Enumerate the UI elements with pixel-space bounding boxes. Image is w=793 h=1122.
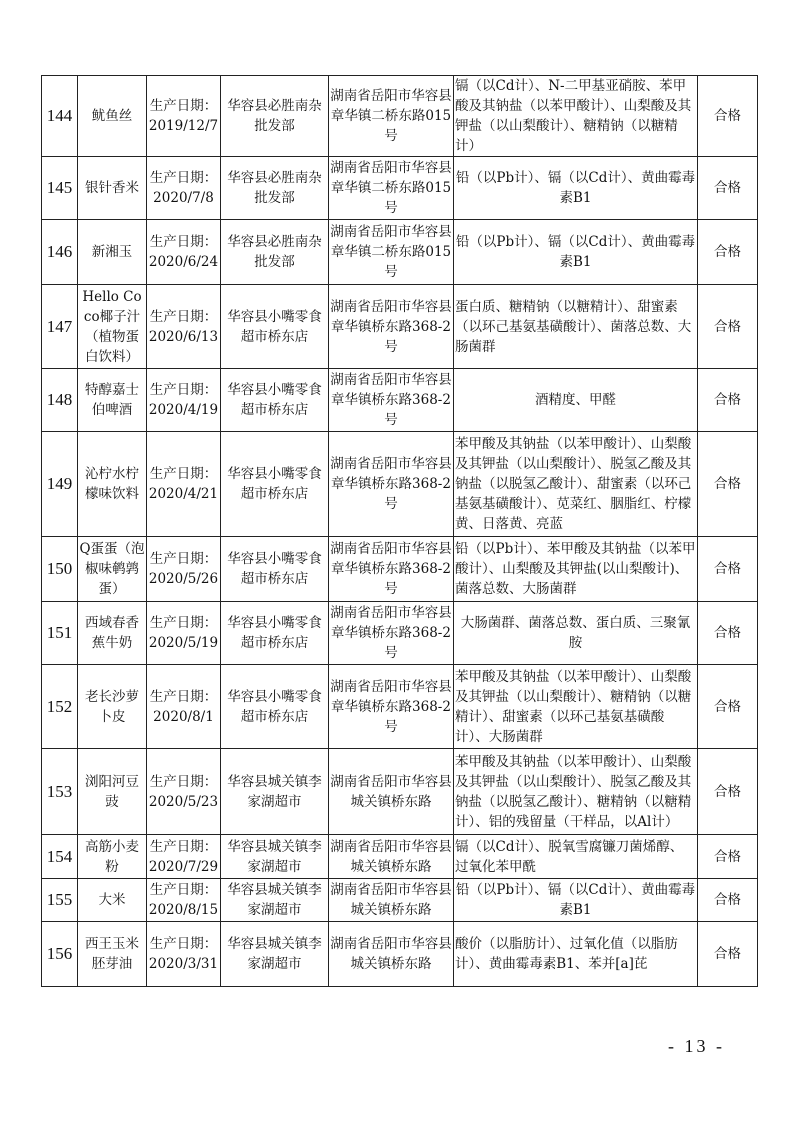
- items: 苯甲酸及其钠盐（以苯甲酸计）、山梨酸及其钾盐（以山梨酸计）、糖精钠（以糖精计）、甜蜜素（以环己基氨基磺酸计）、大肠菌群: [455, 668, 692, 745]
- result: 合格: [714, 625, 741, 641]
- cell-seller: [221, 665, 329, 749]
- no: 149: [46, 474, 73, 493]
- date: 2020/6/13: [148, 328, 219, 345]
- name: Hello Coco椰子汁（植物蛋白饮料）: [82, 288, 142, 365]
- cell-test-items: [454, 432, 698, 537]
- date_label: 生产日期：: [149, 551, 218, 567]
- cell-test-items: [454, 835, 698, 879]
- seller: 华容县城关镇李家湖超市: [227, 936, 322, 972]
- cell-address: [329, 922, 454, 987]
- cell-production-date: [147, 665, 221, 749]
- address: 湖南省岳阳市华容县城关镇桥东路: [330, 882, 452, 918]
- no: 150: [46, 559, 73, 578]
- cell-production-date: [147, 76, 221, 157]
- address: 湖南省岳阳市华容县章华镇二桥东路015号: [330, 88, 452, 144]
- cell-seller: [221, 879, 329, 922]
- cell-product-name: [78, 220, 147, 285]
- result: 合格: [714, 848, 741, 865]
- cell-product-name: [78, 602, 147, 665]
- address: 湖南省岳阳市华容县章华镇桥东路368-2号: [330, 605, 452, 661]
- seller: 华容县小嘴零食超市桥东店: [227, 308, 322, 345]
- cell-product-name: [78, 76, 147, 157]
- seller: 华容县城关镇李家湖超市: [227, 882, 322, 918]
- cell-result: [698, 922, 758, 987]
- cell-number: [42, 749, 78, 835]
- date: 2020/5/19: [148, 635, 219, 651]
- result: 合格: [714, 244, 741, 260]
- address: 湖南省岳阳市华容县章华镇桥东路368-2号: [330, 678, 452, 735]
- items: 蛋白质、糖精钠（以糖精计）、甜蜜素（以环己基氨基磺酸计）、菌落总数、大肠菌群: [455, 298, 692, 355]
- table-row: [42, 220, 758, 285]
- cell-production-date: [147, 220, 221, 285]
- cell-address: [329, 432, 454, 537]
- cell-result: [698, 220, 758, 285]
- cell-number: [42, 537, 78, 602]
- cell-product-name: [78, 749, 147, 835]
- name: 特醇嘉士伯啤酒: [85, 382, 139, 418]
- cell-seller: [221, 157, 329, 220]
- cell-product-name: [78, 369, 147, 432]
- seller: 华容县城关镇李家湖超市: [227, 838, 322, 875]
- cell-result: [698, 537, 758, 602]
- address: 湖南省岳阳市华容县章华镇二桥东路015号: [330, 160, 452, 216]
- seller: 华容县小嘴零食超市桥东店: [227, 615, 322, 651]
- date: 2020/7/29: [148, 858, 219, 875]
- cell-seller: [221, 922, 329, 987]
- cell-number: [42, 220, 78, 285]
- no: 144: [46, 106, 73, 125]
- table-row: [42, 879, 758, 922]
- cell-production-date: [147, 835, 221, 879]
- cell-address: [329, 537, 454, 602]
- address: 湖南省岳阳市华容县章华镇桥东路368-2号: [330, 456, 452, 512]
- table-row: [42, 922, 758, 987]
- cell-test-items: [454, 76, 698, 157]
- date: 2020/8/15: [148, 902, 219, 918]
- no: 146: [46, 242, 73, 261]
- cell-number: [42, 602, 78, 665]
- cell-address: [329, 835, 454, 879]
- seller: 华容县小嘴零食超市桥东店: [227, 382, 322, 418]
- seller: 华容县必胜南杂批发部: [227, 234, 322, 270]
- cell-production-date: [147, 369, 221, 432]
- cell-number: [42, 285, 78, 369]
- no: 152: [46, 696, 73, 716]
- cell-production-date: [147, 749, 221, 835]
- address: 湖南省岳阳市华容县章华镇桥东路368-2号: [330, 372, 452, 428]
- cell-number: [42, 157, 78, 220]
- date_label: 生产日期：: [149, 170, 218, 186]
- cell-address: [329, 665, 454, 749]
- cell-seller: [221, 835, 329, 879]
- items: 铅（以Pb计）、镉（以Cd计）、黄曲霉毒素B1: [455, 882, 696, 918]
- date_label: 生产日期：: [149, 98, 218, 114]
- cell-address: [329, 220, 454, 285]
- table-row: [42, 76, 758, 157]
- cell-production-date: [147, 285, 221, 369]
- seller: 华容县必胜南杂批发部: [227, 170, 322, 206]
- cell-address: [329, 602, 454, 665]
- items: 苯甲酸及其钠盐（以苯甲酸计）、山梨酸及其钾盐（以山梨酸计）、脱氢乙酸及其钠盐（以脱氢乙酸计）、糖精钠（以糖精计）、铝的残留量（干样品，以Al计）: [455, 753, 692, 830]
- items: 镉（以Cd计）、脱氧雪腐镰刀菌烯醇、过氧化苯甲酰: [455, 838, 684, 875]
- cell-number: [42, 879, 78, 922]
- date: 2020/5/26: [148, 571, 219, 587]
- cell-test-items: [454, 665, 698, 749]
- cell-result: [698, 157, 758, 220]
- cell-result: [698, 76, 758, 157]
- no: 153: [46, 781, 73, 801]
- date: 2020/4/21: [148, 486, 219, 502]
- address: 湖南省岳阳市华容县章华镇桥东路368-2号: [330, 298, 452, 355]
- cell-result: [698, 369, 758, 432]
- cell-product-name: [78, 537, 147, 602]
- cell-seller: [221, 537, 329, 602]
- date_label: 生产日期：: [149, 688, 218, 705]
- name: 沁柠水柠檬味饮料: [85, 466, 139, 502]
- no: 148: [46, 390, 73, 409]
- cell-result: [698, 432, 758, 537]
- cell-test-items: [454, 537, 698, 602]
- seller: 华容县小嘴零食超市桥东店: [227, 688, 322, 725]
- cell-production-date: [147, 922, 221, 987]
- cell-product-name: [78, 835, 147, 879]
- seller: 华容县城关镇李家湖超市: [227, 773, 322, 810]
- name: 鱿鱼丝: [91, 108, 133, 124]
- cell-production-date: [147, 157, 221, 220]
- no: 155: [46, 890, 73, 909]
- table-row: [42, 369, 758, 432]
- cell-result: [698, 285, 758, 369]
- name: 西王玉米胚芽油: [85, 936, 139, 972]
- table-row: [42, 285, 758, 369]
- result: 合格: [714, 783, 741, 800]
- cell-test-items: [454, 879, 698, 922]
- name: 西域春香蕉牛奶: [85, 615, 139, 651]
- result: 合格: [714, 561, 741, 577]
- items: 苯甲酸及其钠盐（以苯甲酸计）、山梨酸及其钾盐（以山梨酸计）、脱氢乙酸及其钠盐（以脱氢乙酸计）、甜蜜素（以环己基氨基磺酸计）、苋菜红、胭脂红、柠檬黄、日落黄、亮蓝: [455, 436, 692, 532]
- cell-address: [329, 369, 454, 432]
- date_label: 生产日期：: [149, 615, 218, 631]
- cell-product-name: [78, 285, 147, 369]
- result: 合格: [714, 892, 741, 908]
- date_label: 生产日期：: [149, 382, 218, 398]
- result: 合格: [714, 698, 741, 715]
- date_label: 生产日期：: [149, 838, 218, 855]
- cell-production-date: [147, 537, 221, 602]
- items: 大肠菌群、菌落总数、蛋白质、三聚氰胺: [460, 615, 691, 651]
- result: 合格: [714, 392, 741, 408]
- cell-result: [698, 749, 758, 835]
- address: 湖南省岳阳市华容县城关镇桥东路: [330, 773, 452, 810]
- cell-test-items: [454, 922, 698, 987]
- no: 147: [46, 316, 73, 336]
- seller: 华容县必胜南杂批发部: [227, 98, 322, 134]
- cell-test-items: [454, 157, 698, 220]
- cell-product-name: [78, 922, 147, 987]
- cell-number: [42, 835, 78, 879]
- table-row: [42, 665, 758, 749]
- name: 高筋小麦粉: [85, 838, 139, 875]
- date: 2020/6/24: [148, 254, 219, 270]
- cell-production-date: [147, 432, 221, 537]
- table-row: [42, 835, 758, 879]
- date_label: 生产日期：: [149, 308, 218, 325]
- address: 湖南省岳阳市华容县章华镇桥东路368-2号: [330, 541, 452, 597]
- cell-number: [42, 76, 78, 157]
- cell-seller: [221, 432, 329, 537]
- cell-product-name: [78, 432, 147, 537]
- cell-seller: [221, 285, 329, 369]
- cell-result: [698, 879, 758, 922]
- result: 合格: [714, 318, 741, 335]
- date_label: 生产日期：: [149, 882, 218, 898]
- cell-production-date: [147, 602, 221, 665]
- items: 铅（以Pb计）、镉（以Cd计）、黄曲霉毒素B1: [455, 170, 696, 206]
- items: 酒精度、甲醛: [535, 392, 616, 408]
- seller: 华容县小嘴零食超市桥东店: [227, 466, 322, 502]
- name: Q蛋蛋（泡椒味鹌鹑蛋）: [79, 541, 145, 597]
- cell-seller: [221, 749, 329, 835]
- date_label: 生产日期：: [149, 234, 218, 250]
- cell-product-name: [78, 665, 147, 749]
- date_label: 生产日期：: [149, 466, 218, 482]
- cell-test-items: [454, 285, 698, 369]
- date: 2020/3/31: [148, 956, 219, 972]
- cell-seller: [221, 76, 329, 157]
- cell-test-items: [454, 602, 698, 665]
- cell-address: [329, 76, 454, 157]
- result: 合格: [714, 180, 741, 196]
- cell-number: [42, 665, 78, 749]
- cell-test-items: [454, 749, 698, 835]
- no: 154: [46, 846, 73, 866]
- date: 2020/5/23: [148, 793, 219, 810]
- table-row: [42, 749, 758, 835]
- address: 湖南省岳阳市华容县城关镇桥东路: [330, 838, 452, 875]
- items: 酸价（以脂肪计）、过氧化值（以脂肪计）、黄曲霉毒素B1、苯并[a]芘: [455, 936, 678, 972]
- address: 湖南省岳阳市华容县章华镇二桥东路015号: [330, 224, 452, 280]
- date: 2019/12/7: [148, 118, 219, 134]
- no: 145: [46, 178, 73, 197]
- cell-address: [329, 749, 454, 835]
- cell-number: [42, 922, 78, 987]
- cell-address: [329, 879, 454, 922]
- inspection-results-table: [41, 75, 758, 987]
- name: 浏阳河豆豉: [85, 773, 139, 810]
- cell-number: [42, 369, 78, 432]
- cell-address: [329, 285, 454, 369]
- date_label: 生产日期：: [149, 773, 218, 790]
- seller: 华容县小嘴零食超市桥东店: [227, 551, 322, 587]
- table-row: [42, 602, 758, 665]
- cell-result: [698, 602, 758, 665]
- cell-product-name: [78, 879, 147, 922]
- table-row: [42, 537, 758, 602]
- cell-result: [698, 835, 758, 879]
- cell-seller: [221, 220, 329, 285]
- items: 镉（以Cd计）、N-二甲基亚硝胺、苯甲酸及其钠盐（以苯甲酸计）、山梨酸及其钾盐（以山梨酸计）、糖精钠（以糖精计）: [455, 78, 692, 154]
- cell-number: [42, 432, 78, 537]
- no: 151: [46, 623, 73, 642]
- cell-result: [698, 665, 758, 749]
- name: 老长沙萝卜皮: [85, 688, 139, 725]
- items: 铅（以Pb计）、苯甲酸及其钠盐（以苯甲酸计）、山梨酸及其钾盐(以山梨酸计)、菌落总数、大肠菌群: [455, 541, 696, 597]
- items: 铅（以Pb计）、镉（以Cd计）、黄曲霉毒素B1: [455, 234, 696, 270]
- result: 合格: [714, 946, 741, 962]
- no: 156: [46, 944, 73, 963]
- address: 湖南省岳阳市华容县城关镇桥东路: [330, 936, 452, 972]
- cell-address: [329, 157, 454, 220]
- cell-seller: [221, 602, 329, 665]
- page-number: - 13 -: [668, 1036, 725, 1056]
- cell-test-items: [454, 369, 698, 432]
- result: 合格: [714, 108, 741, 124]
- date: 2020/8/1: [153, 708, 214, 725]
- date_label: 生产日期：: [149, 936, 218, 952]
- cell-test-items: [454, 220, 698, 285]
- date: 2020/7/8: [153, 190, 214, 206]
- table-row: [42, 157, 758, 220]
- cell-seller: [221, 369, 329, 432]
- cell-product-name: [78, 157, 147, 220]
- cell-production-date: [147, 879, 221, 922]
- name: 银针香米: [85, 180, 139, 196]
- result: 合格: [714, 476, 741, 492]
- date: 2020/4/19: [148, 402, 219, 418]
- name: 大米: [98, 892, 126, 908]
- table-row: [42, 432, 758, 537]
- name: 新湘玉: [91, 244, 133, 260]
